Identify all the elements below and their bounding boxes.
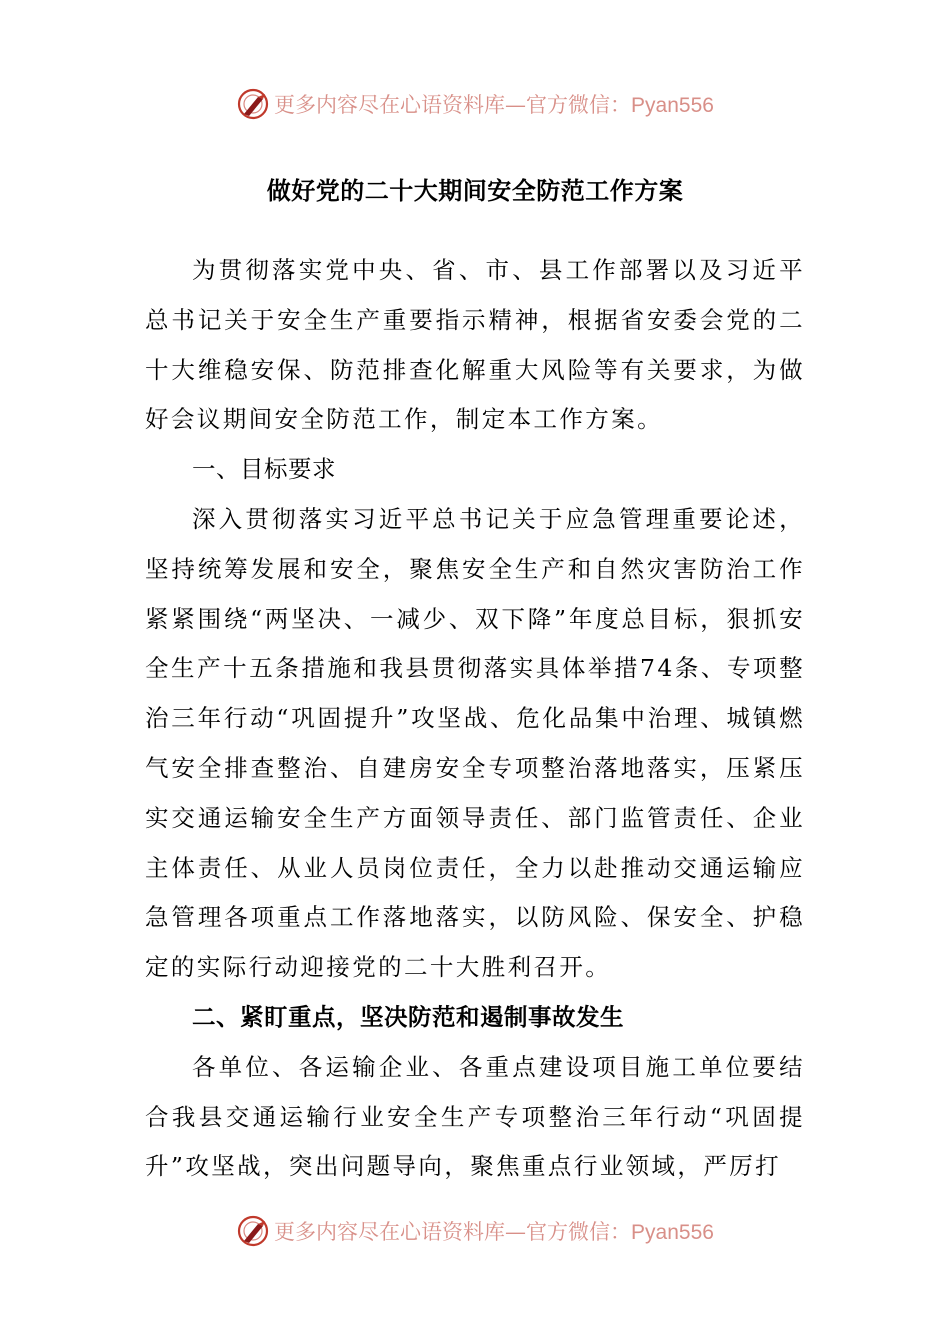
watermark-text: 更多内容尽在心语资料库—官方微信：Pyan556 [274,1220,714,1244]
section-heading-2: 二、紧盯重点，坚决防范和遏制事故发生 [192,1002,624,1031]
pen-nib-logo-icon [236,87,270,121]
watermark-banner-bottom [0,1211,950,1251]
section-2-paragraph: 各单位、各运输企业、各重点建设项目施工单位要结合我县交通运输行业安全生产专项整治三年行动“巩固提升”攻坚战，突出问题导向，聚焦重点行业领域，严厉打 [145,1052,805,1181]
watermark-banner-top [0,84,950,124]
document-title: 做好党的二十大期间安全防范工作方案 [266,177,684,205]
section-1-paragraph: 深入贯彻落实习近平总书记关于应急管理重要论述，坚持统筹发展和安全，聚焦安全生产和自然灾害防治工作紧紧围绕“两坚决、一减少、双下降”年度总目标，狠抓安全生产十五条措施和我县贯彻落实具体举措74条、专项整治三年行动“巩固提升”攻坚战、危化品集中治理、城镇燃气安全排查整治、自建房安全专项整治落地落实，压紧压实交通运输安全生产方面领导责任、部门监管责任、企业主体责任、从业人员岗位责任，全力以赴推动交通运输应急管理各项重点工作落地落实，以防风险、保安全、护稳定的实际行动迎接党的二十大胜利召开。 [145,504,805,982]
intro-paragraph: 为贯彻落实党中央、省、市、县工作部署以及习近平总书记关于安全生产重要指示精神，根据省安委会党的二十大维稳安保、防范排查化解重大风险等有关要求，为做好会议期间安全防范工作，制定本工作方案。 [145,256,805,434]
section-heading-1: 一、目标要求 [192,455,336,484]
watermark-text: 更多内容尽在心语资料库—官方微信：Pyan556 [274,93,714,117]
pen-nib-logo-icon [236,1214,270,1248]
document-body [145,246,805,1192]
